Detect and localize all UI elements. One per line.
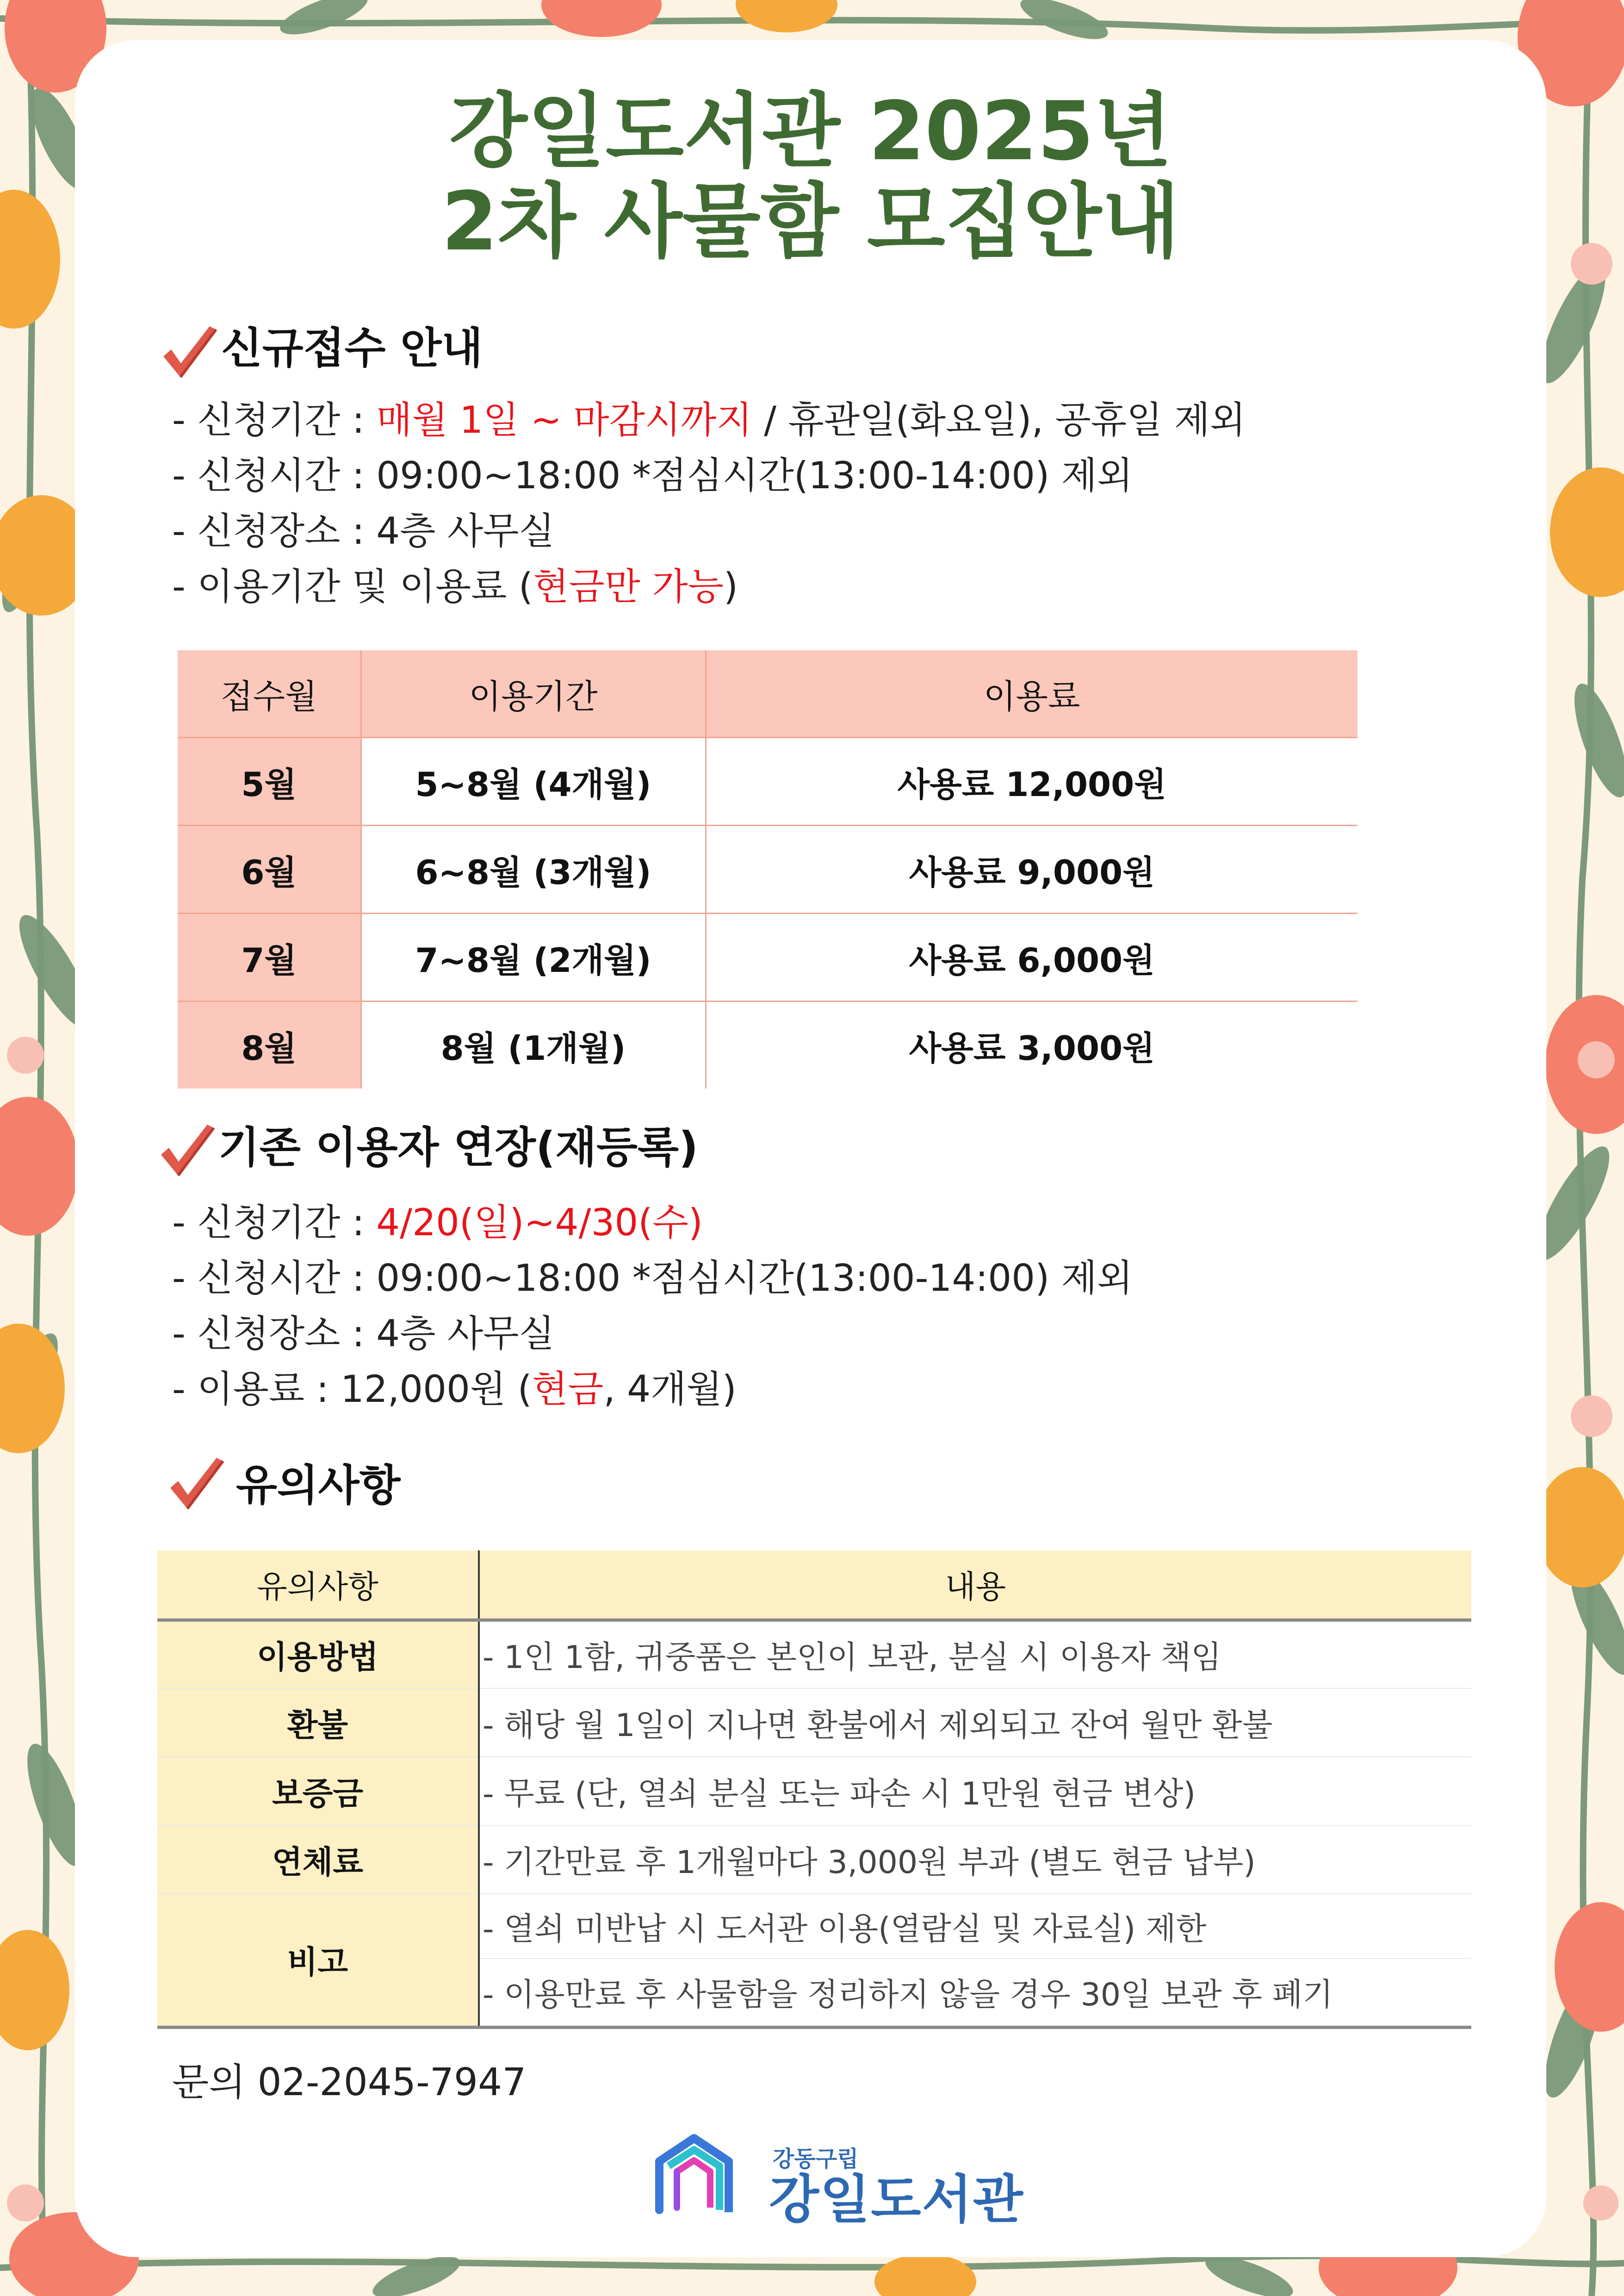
table-header: 접수월 <box>178 650 361 738</box>
note-text: - 무료 (단, 열쇠 분실 또는 파손 시 1만원 현금 변상) <box>479 1757 1471 1825</box>
red-checkmark-icon <box>160 324 220 384</box>
table-cell: 사용료 9,000원 <box>706 826 1357 914</box>
table-cell: 사용료 3,000원 <box>909 1028 1155 1068</box>
table-header: 이용료 <box>706 650 1357 738</box>
note-label: 환불 <box>157 1688 479 1757</box>
page-title-line1: 강일도서관 2025년 <box>449 85 1172 179</box>
table-header: 이용기간 <box>361 650 706 738</box>
new-fee: - 이용기간 및 이용료 (현금만 가능) <box>172 565 738 608</box>
renew-place: - 신청장소 : 4층 사무실 <box>172 1312 555 1355</box>
table-cell: 사용료 12,000원 <box>706 738 1357 826</box>
section-title-new: 신규접수 안내 <box>221 324 483 373</box>
renew-time: - 신청시간 : 09:00~18:00 *점심시간(13:00-14:00) 제외 <box>172 1257 1133 1300</box>
note-text: - 해당 월 1일이 지나면 환불에서 제외되고 잔여 월만 환불 <box>479 1688 1471 1757</box>
table-cell: 7~8월 (2개월) <box>361 914 706 1002</box>
fee-table <box>178 650 1357 1089</box>
table-row <box>178 826 1357 914</box>
table-header-row <box>157 1550 1471 1620</box>
red-checkmark-icon <box>157 1122 217 1182</box>
note-label: 이용방법 <box>157 1620 479 1688</box>
note-label: 연체료 <box>157 1825 479 1894</box>
notes-table <box>157 1550 1471 2029</box>
table-cell: 7월 <box>178 914 361 1002</box>
renew-fee: - 이용료 : 12,000원 (현금, 4개월) <box>172 1368 737 1411</box>
table-header: 유의사항 <box>157 1550 479 1620</box>
table-row <box>157 1757 1471 1825</box>
note-text: - 1인 1함, 귀중품은 본인이 보관, 분실 시 이용자 책임 <box>479 1620 1471 1688</box>
table-row <box>178 738 1357 826</box>
table-cell: 사용료 6,000원 <box>706 914 1357 1002</box>
library-logo-icon <box>650 2129 743 2221</box>
note-text: - 이용만료 후 사물함을 정리하지 않을 경우 30일 보관 후 폐기 <box>479 1959 1471 2027</box>
new-place: - 신청장소 : 4층 사무실 <box>172 510 555 553</box>
note-text: - 기간만료 후 1개월마다 3,000원 부과 (별도 현금 납부) <box>479 1825 1471 1894</box>
section-title-notes: 유의사항 <box>236 1461 401 1510</box>
table-row <box>178 914 1357 1002</box>
new-time: - 신청시간 : 09:00~18:00 *점심시간(13:00-14:00) 제외 <box>172 454 1133 497</box>
table-cell: 5~8월 (4개월) <box>361 738 706 826</box>
red-checkmark-icon <box>167 1456 227 1516</box>
logo-subtitle: 강동구립 <box>773 2146 859 2172</box>
section-title-renew: 기존 이용자 연장(재등록) <box>218 1123 698 1172</box>
table-row <box>157 1688 1471 1757</box>
note-text: - 열쇠 미반납 시 도서관 이용(열람실 및 자료실) 제한 <box>479 1894 1471 1959</box>
table-row <box>157 1894 1471 1959</box>
table-header: 내용 <box>479 1550 1471 1620</box>
page-title-line2: 2차 사물함 모집안내 <box>441 175 1180 269</box>
table-row <box>157 1620 1471 1688</box>
table-cell: 8월 (1개월) <box>361 1002 706 1089</box>
table-row <box>178 1002 1357 1089</box>
table-cell: 6월 <box>178 826 361 914</box>
note-label: 비고 <box>157 1894 479 2027</box>
table-row <box>157 1825 1471 1894</box>
renew-period: - 신청기간 : 4/20(일)~4/30(수) <box>172 1201 703 1244</box>
table-cell: 8월 <box>178 1002 361 1089</box>
new-period: - 신청기간 : 매월 1일 ~ 마감시까지 / 휴관일(화요일), 공휴일 제외 <box>172 398 1246 442</box>
table-cell: 6~8월 (3개월) <box>361 826 706 914</box>
table-header-row <box>178 650 1357 738</box>
contact-info: 문의 02-2045-7947 <box>172 2060 527 2104</box>
table-cell: 5월 <box>178 738 361 826</box>
note-label: 보증금 <box>157 1757 479 1825</box>
logo-name: 강일도서관 <box>769 2170 1024 2230</box>
